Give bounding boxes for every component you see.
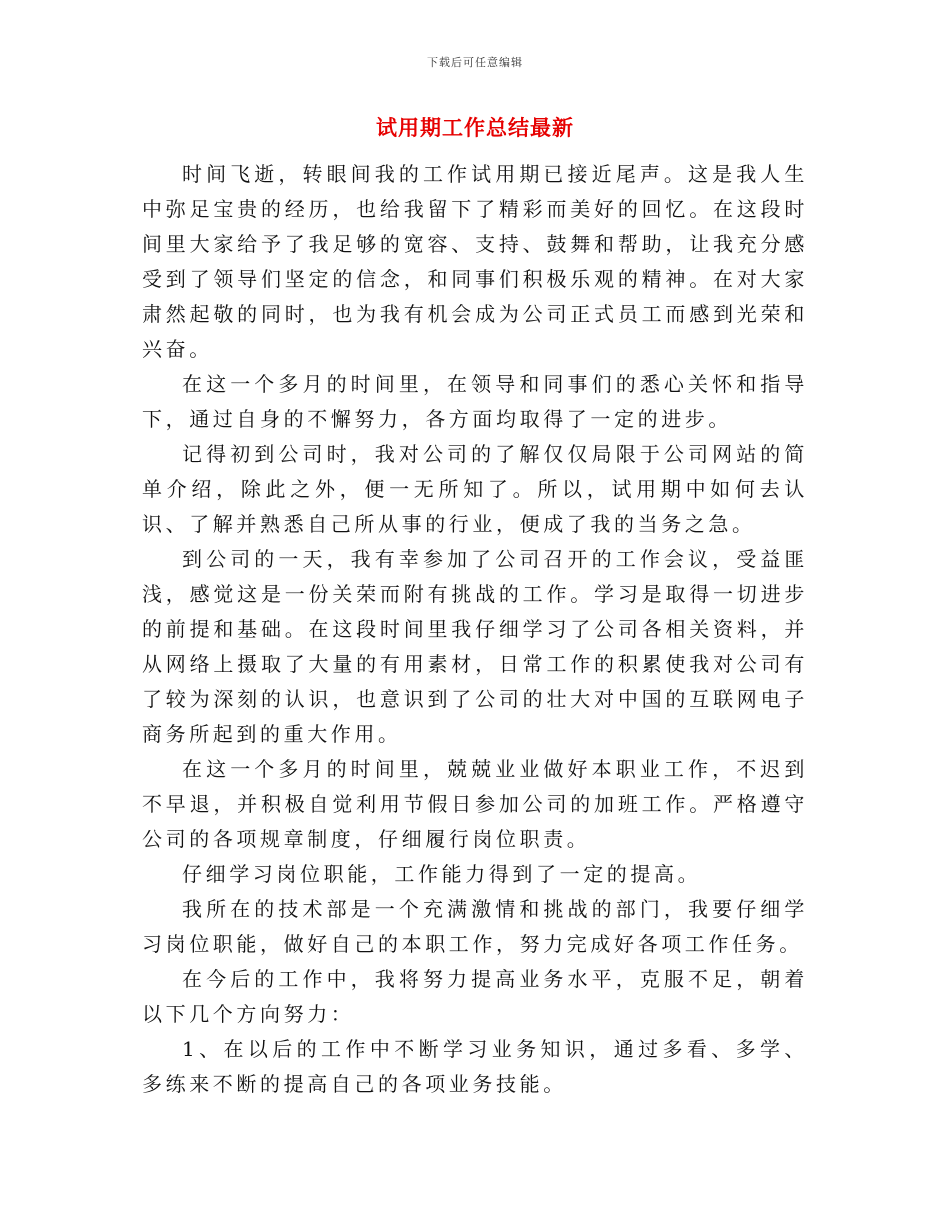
paragraph: 1、在以后的工作中不断学习业务知识，通过多看、多学、多练来不断的提高自己的各项业务技能。 <box>142 1037 808 1096</box>
paragraph: 在这一个多月的时间里，兢兢业业做好本职业工作，不迟到不早退，并积极自觉利用节假日参加公司的加班工作。严格遵守公司的各项规章制度，仔细履行岗位职责。 <box>142 757 808 851</box>
paragraph: 记得初到公司时，我对公司的了解仅仅局限于公司网站的简单介绍，除此之外，便一无所知了。所以，试用期中如何去认识、了解并熟悉自己所从事的行业，便成了我的当务之急。 <box>142 442 808 536</box>
document-title: 试用期工作总结最新 <box>376 116 574 140</box>
paragraph: 时间飞逝，转眼间我的工作试用期已接近尾声。这是我人生中弥足宝贵的经历，也给我留下了精彩而美好的回忆。在这段时间里大家给予了我足够的宽容、支持、鼓舞和帮助，让我充分感受到了领导们坚定的信念，和同事们积极乐观的精神。在对大家肃然起敬的同时，也为我有机会成为公司正式员工而感到光荣和兴奋。 <box>142 162 808 361</box>
paragraph: 到公司的一天，我有幸参加了公司召开的工作会议，受益匪浅，感觉这是一份关荣而附有挑战的工作。学习是取得一切进步的前提和基础。在这段时间里我仔细学习了公司各相关资料，并从网络上摄取了大量的有用素材，日常工作的积累使我对公司有了较为深刻的认识，也意识到了公司的壮大对中国的互联网电子商务所起到的重大作用。 <box>142 547 808 746</box>
paragraph: 在今后的工作中，我将努力提高业务水平，克服不足，朝着以下几个方向努力： <box>142 967 808 1026</box>
header-note: 下载后可任意编辑 <box>427 56 523 69</box>
paragraph: 仔细学习岗位职能，工作能力得到了一定的提高。 <box>182 862 702 886</box>
paragraph: 我所在的技术部是一个充满激情和挑战的部门，我要仔细学习岗位职能，做好自己的本职工作，努力完成好各项工作任务。 <box>142 897 808 956</box>
paragraph: 在这一个多月的时间里，在领导和同事们的悉心关怀和指导下，通过自身的不懈努力，各方面均取得了一定的进步。 <box>142 372 808 431</box>
document-body <box>142 157 808 1102</box>
